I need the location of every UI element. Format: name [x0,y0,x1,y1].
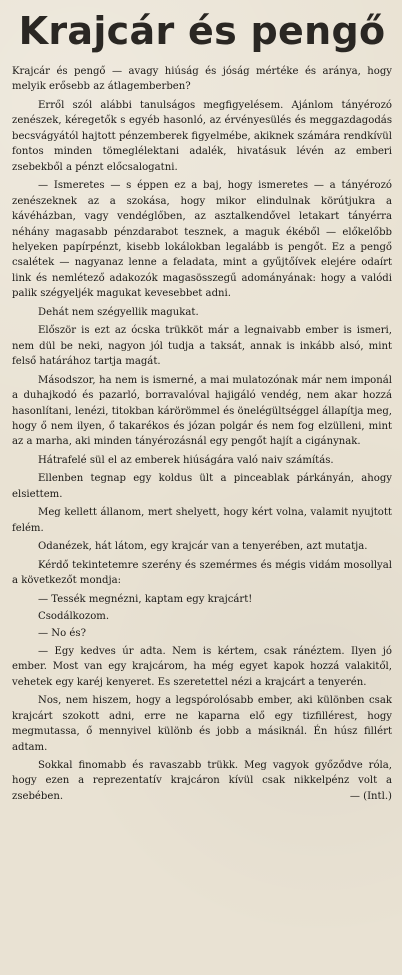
article-title: Krajcár és pengő [18,9,386,53]
paragraph-9: Meg kellett állanom, mert shelyett, hogy kért volna, valamit nyujtott felém. [12,507,392,534]
dialogue-line-2: Csodálkozom. [38,610,110,622]
article-signature: — (Intl.) [349,790,392,802]
paragraph-6: Másodszor, ha nem is ismerné, a mai mulatozónak már nem imponál a duhajkodó és pazarló, borravalóval hajigáló vendég, nem akar hozzá hasonlítani, lenézi, titokban kárörömmel és önelégültséggel állapítja meg, hogy ő nem ilyen, ő takarékos és józan polgár és nem fog elzülleni, mint az a marha, aki minden tányérozásnál egy pengőt hajít a cigánynak. [12,374,392,448]
paragraph-1: Krajcár és pengő — avagy hiúság és jóság mértéke és aránya, hogy melyik erősebb az átlagemberben? [12,66,392,93]
paragraph-8: Ellenben tegnap egy koldus ült a pinceablak párkányán, ahogy elsiettem. [12,473,392,500]
dialogue-line-1: — Tessék megnézni, kaptam egy krajcárt! [38,593,253,605]
paragraph-15: — Egy kedves úr adta. Nem is kértem, csak ránéztem. Ilyen jó ember. Most van egy krajcárom, ha még egyet kapok hozzá valakitől, vehetek egy karéj kenyeret. Es szeretettel nézi a krajcárt a tenyerén. [12,645,392,688]
paragraph-2: Erről szól alábbi tanulságos megfigyelésem. Ajánlom tányérozó zenészek, kéregetők s egyéb hasonló, az érvényesülés és meggazdagodás becsvágyától hajtott pénzemberek figyelmébe, akiknek számára rendkívül fontos minden tömeglélektani adalék, hivatásuk lévén az emberi zsebekből a pénzt előcsalogatni. [12,99,392,173]
paragraph-7: Hátrafelé sül el az emberek hiúságára való naiv számítás. [38,454,334,466]
paragraph-3: — Ismeretes — s éppen ez a baj, hogy ismeretes — a tányérozó zenészeknek az a szokása, hogy mikor elindulnak körútjukra a kávéházban, vagy vendéglőben, az asztalkendővel letakart tányérra néhány magasabb pénzdarabot tesznek, a maguk ékéből — előkelőbb helyeken papírpénzt, kisebb lokálokban legalább is pengőt. Ez a pengő csalétek — nagyanaz lenne a feladata, mint a gyűjtőívek elejére odaírt link és nemlétező adakozók magasösszegű adományának: hogy a valódi palik szégyeljék magukat kevesebbet adni. [12,180,392,300]
paragraph-10: Odanézek, hát látom, egy krajcár van a tenyerében, azt mutatja. [38,541,368,553]
paragraph-5: Először is ezt az ócska trükköt már a legnaivabb ember is ismeri, nem dül be neki, nagyon jól tudja a taksát, annak is inkább alsó, mint felső határához tartja magát. [12,325,392,368]
paragraph-11: Kérdő tekintetemre szerény és szemérmes és mégis vidám mosollyal a következőt mondja: [12,559,392,587]
final-paragraph-text: Sokkal finomabb és ravaszabb trükk. Meg vagyok győződve róla, hogy ezen a reprezentatív krajcáron kívül csak nikkelpénz volt a zsebében. [12,760,392,802]
dialogue-line-3: — No és? [38,628,86,640]
article-body [12,64,392,804]
paragraph-4: Dehát nem szégyellik magukat. [38,306,199,318]
paragraph-17 [12,758,392,804]
paragraph-16: Nos, nem hiszem, hogy a legspórolósabb ember, aki különben csak krajcárt szokott adni, erre ne kaparna elő egy tizfillérest, hogy megmutassa, ő mennyivel különb és jobb a másiknál. Én húsz fillért adtam. [12,695,392,753]
